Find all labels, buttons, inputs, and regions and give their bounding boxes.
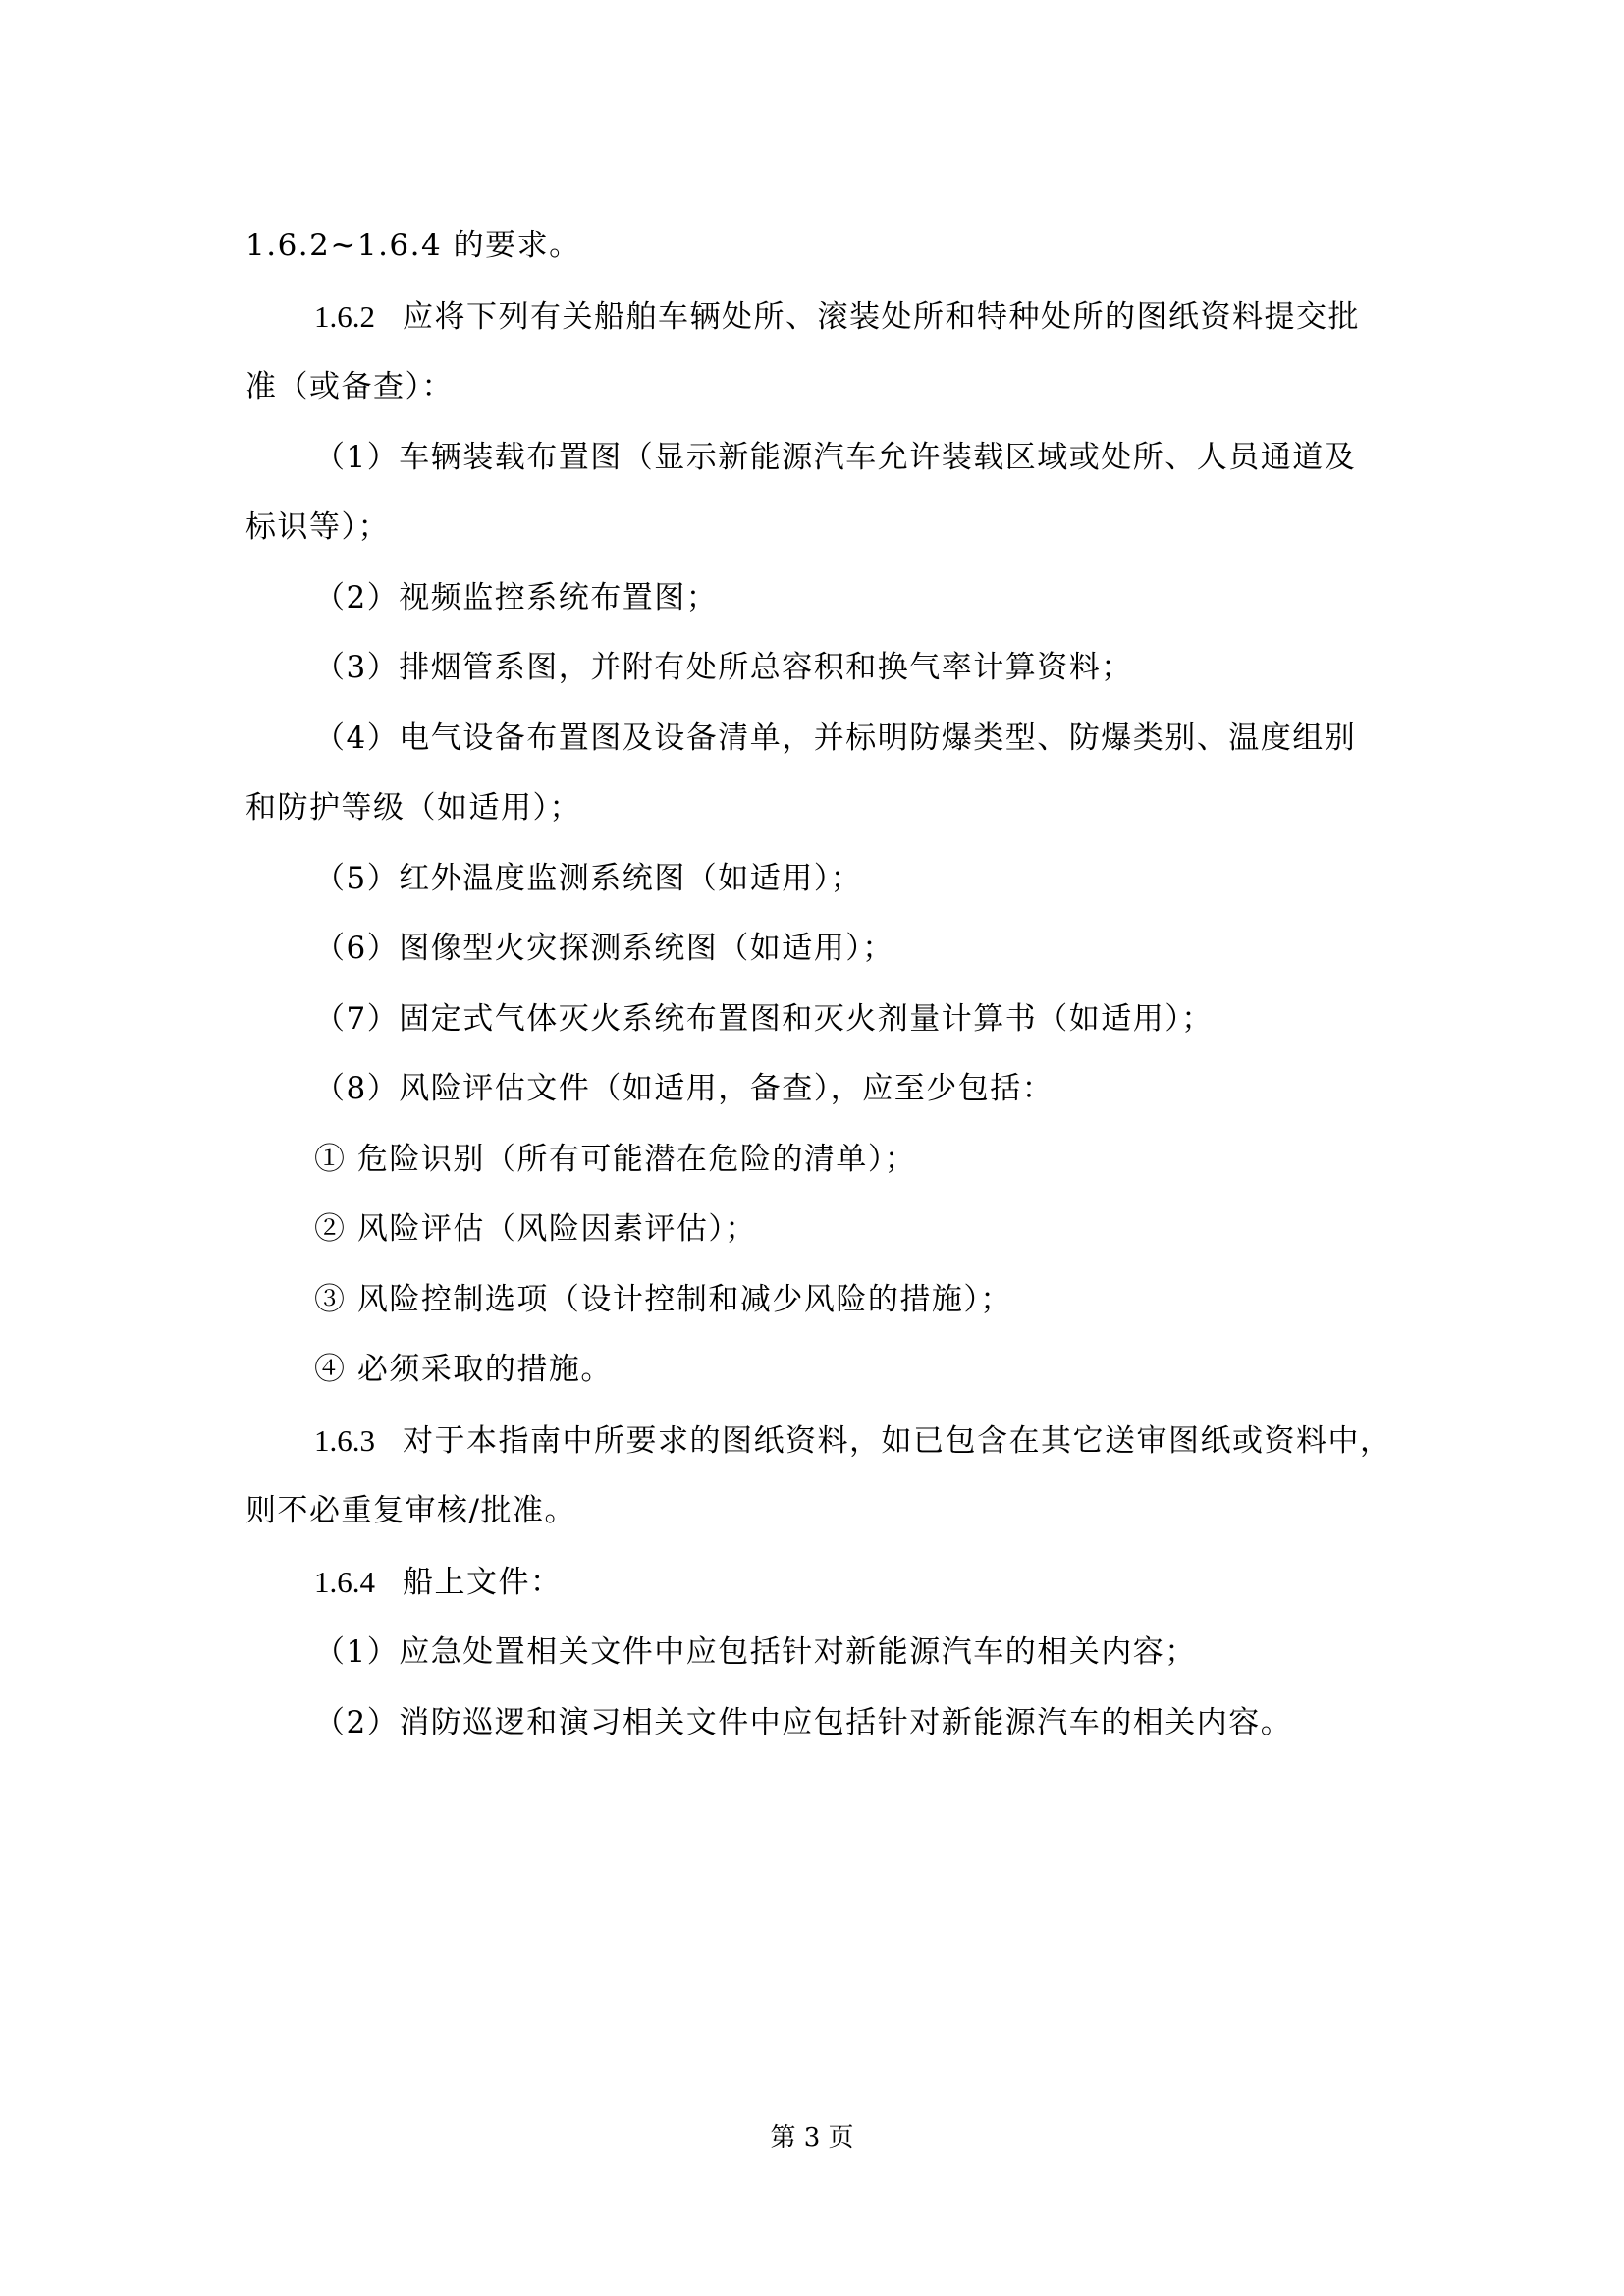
list-item-8: （8）风险评估文件（如适用，备查），应至少包括： [314, 1071, 1055, 1106]
doc-item-2: （2）消防巡逻和演习相关文件中应包括针对新能源汽车的相关内容。 [314, 1704, 1293, 1740]
list-item-1-cont: 标识等）； [245, 509, 390, 545]
section-1-6-4 [245, 1547, 1394, 1619]
sub-item-1: ① 危险识别（所有可能潜在危险的清单）； [314, 1141, 917, 1177]
sub-item-3: ③ 风险控制选项（设计控制和减少风险的措施）； [314, 1281, 1012, 1317]
section-1-6-2-cont: 准（或备查）： [245, 369, 454, 404]
section-1-6-2 [245, 282, 1394, 353]
section-text: 对于本指南中所要求的图纸资料，如已包含在其它送审图纸或资料中， [403, 1422, 1392, 1459]
section-1-6-3 [245, 1406, 1394, 1477]
section-number: 1.6.4 [314, 1564, 375, 1599]
continuation-line: 1.6.2~1.6.4 的要求。 [245, 228, 581, 263]
list-item-7: （7）固定式气体灭火系统布置图和灭火剂量计算书（如适用）； [314, 1000, 1214, 1037]
doc-item-1: （1）应急处置相关文件中应包括针对新能源汽车的相关内容； [314, 1634, 1197, 1670]
list-item-2: （2）视频监控系统布置图； [314, 579, 719, 615]
section-text: 应将下列有关船舶车辆处所、滚装处所和特种处所的图纸资料提交批 [403, 298, 1360, 335]
list-item-5: （5）红外温度监测系统图（如适用）； [314, 860, 863, 896]
list-item-6: （6）图像型火灾探测系统图（如适用）； [314, 931, 894, 966]
sub-item-2: ② 风险评估（风险因素评估）； [314, 1211, 757, 1247]
list-item-4: （4）电气设备布置图及设备清单，并标明防爆类型、防爆类别、温度组别 [314, 720, 1357, 756]
page-number: 第 3 页 [770, 2123, 854, 2153]
list-item-1: （1）车辆装载布置图（显示新能源汽车允许装载区域或处所、人员通道及 [314, 439, 1357, 475]
page-body [245, 211, 1394, 1758]
section-text: 船上文件： [403, 1564, 563, 1600]
list-item-3: （3）排烟管系图，并附有处所总容积和换气率计算资料； [314, 650, 1133, 685]
section-number: 1.6.3 [314, 1422, 375, 1458]
list-item-4-cont: 和防护等级（如适用）； [245, 790, 581, 826]
sub-item-4: ④ 必须采取的措施。 [314, 1352, 613, 1387]
section-number: 1.6.2 [314, 298, 375, 334]
section-1-6-3-cont: 则不必重复审核/批准。 [245, 1493, 576, 1528]
